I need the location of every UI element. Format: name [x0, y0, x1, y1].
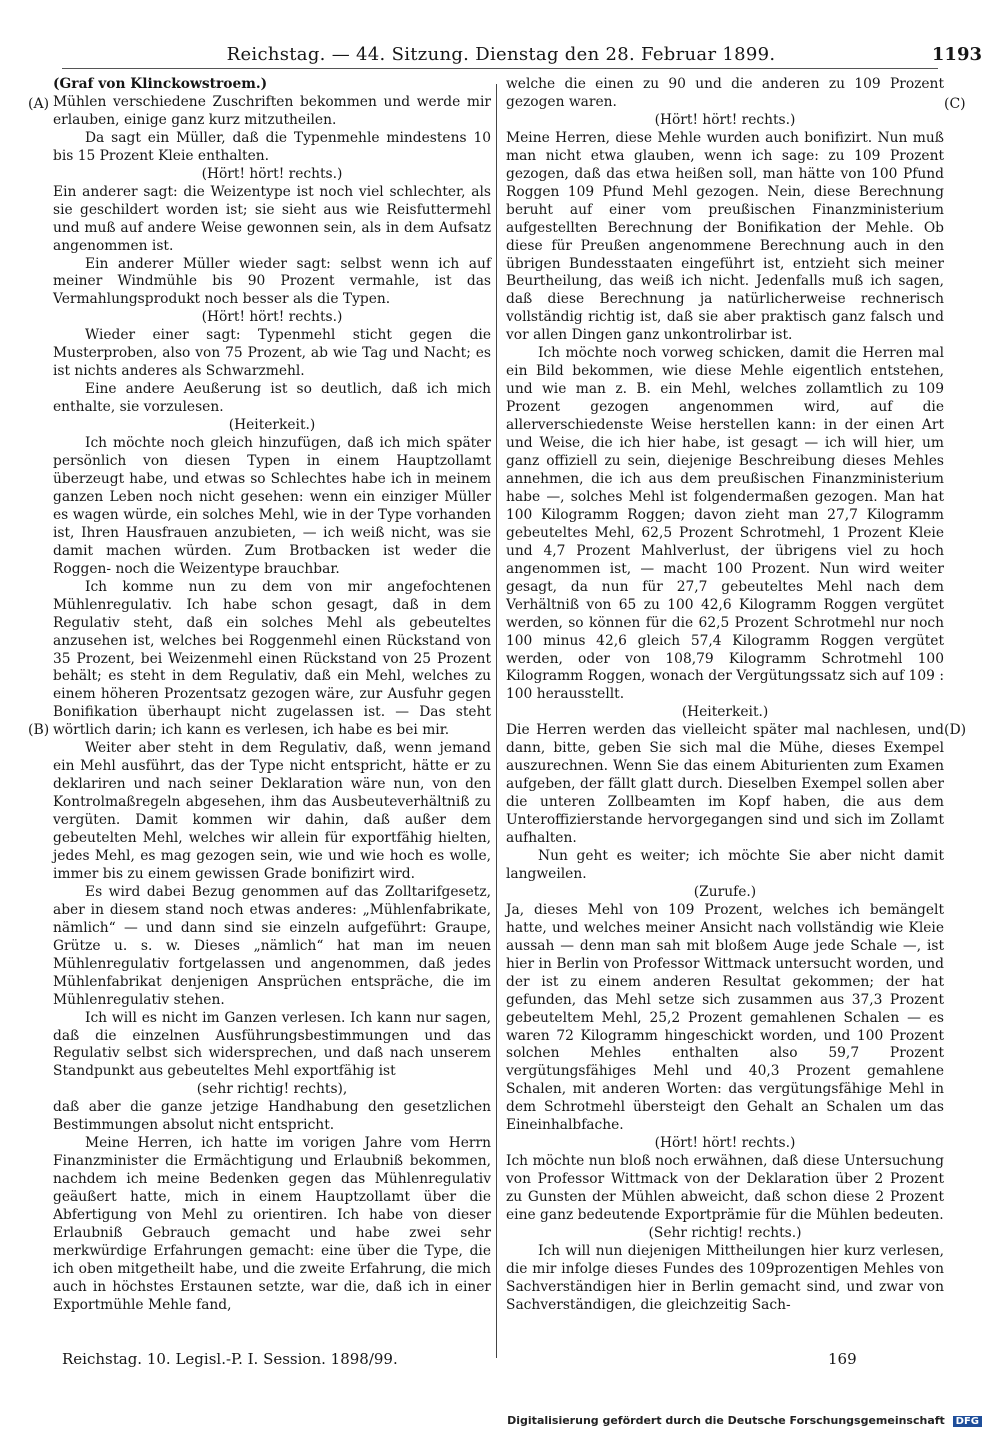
paragraph: Ich will es nicht im Ganzen verlesen. Ich kann nur sagen, daß die einzelnen Ausführungsbestimmungen und das Regulativ selbst sich widersprechen, und daß nach unserem Standpunkt aus gebeuteltes Mehl exportfähig ist: [53, 1009, 491, 1080]
funding-note: [507, 1414, 982, 1427]
interjection: (Hört! hört! rechts.): [201, 165, 343, 182]
interjection: (Hört! hört! rechts.): [201, 309, 343, 326]
paragraph: Eine andere Aeußerung ist so deutlich, daß ich mich enthalte, sie vorzulesen.: [53, 381, 491, 416]
interjection: (Hört! hört! rechts.): [654, 111, 796, 128]
margin-mark-a: (A): [28, 96, 50, 112]
interjection: (sehr richtig! rechts),: [196, 1081, 348, 1098]
funding-note-text: Digitalisierung gefördert durch die Deutsche Forschungsgemeinschaft: [507, 1414, 945, 1427]
left-column: [53, 76, 491, 1315]
paragraph: Ich will nun diejenigen Mittheilungen hier kurz verlesen, die mir infolge dieses Fundes des 109prozentigen Mehles von Sachverständigen hier in Berlin gemacht sind, und zwar von Sachverständigen, die gleichzeitig Sach-: [506, 1242, 944, 1313]
paragraph: Die Herren werden das vielleicht später mal nachlesen, und dann, bitte, geben Sie sich mal die Mühe, dieses Exempel auszurechnen. Wenn Sie das einem Abiturienten zum Examen aufgeben, der fällt glatt durch. Dieselben Exempel sollen aber die unteren Zollbeamten im Kopf haben, die aus dem Unteroffizierstande hervorgegangen sind und sich im Zollamt aufhalten.: [506, 722, 944, 847]
paragraph: Ich möchte noch gleich hinzufügen, daß ich mich später persönlich von diesen Typen in einem Hauptzollamt überzeugt habe, und etwas so Schlechtes habe ich in meinem ganzen Leben noch nicht gesehen: wenn ein einziger Müller es wagen würde, ein solches Mehl, wie in der Type vorhanden ist, Ihren Hausfrauen anzubieten, — ich weiß nicht, was sie damit machen würden. Zum Brotbacken ist weder die Roggen- noch die Weizentype brauchbar.: [53, 435, 491, 577]
paragraph: Ich möchte noch vorweg schicken, damit die Herren mal ein Bild bekommen, wie diese Mehle eigentlich entstehen, und wie man z. B. ein Mehl, welches zollamtlich zu 109 Prozent gezogen angenommen wird, auf die allerverschiedenste Weise herstellen kann: in der einen Art und Weise, die ich hier habe, ist gesagt — ich will hier, um ganz offiziell zu sein, diejenige Beschreibung dieses Mehles annehmen, die ich aus dem preußischen Finanzministerium habe —, solches Mehl ist folgendermaßen gezogen. Man hat 100 Kilogramm Roggen; davon zieht man 27,7 Kilogramm gebeuteltes Mehl, 62,5 Prozent Schrotmehl, 1 Prozent Kleie und 4,7 Prozent Mahlverlust, der übrigens viel zu hoch angenommen ist, — macht 100 Prozent. Nun wird weiter gesagt, da nun für 27,7 gebeuteltes Mehl nach dem Verhältniß von 65 zu 100 42,6 Kilogramm Roggen vergütet werden, so können für die 62,5 Prozent Schrotmehl nur noch 100 minus 42,6 gleich 57,4 Kilogramm Roggen vergütet werden, oder von 108,79 Kilogramm Schrotmehl 100 Kilogramm Roggen, wonach der Vergütungssatz sich auf 109 : 100 herausstellt.: [506, 345, 944, 703]
paragraph: Mühlen verschiedene Zuschriften bekommen und werde mir erlauben, einige ganz kurz mitzutheilen.: [53, 93, 491, 128]
interjection: (Hört! hört! rechts.): [654, 1135, 796, 1152]
paragraph: daß aber die ganze jetzige Handhabung den gesetzlichen Bestimmungen absolut nicht entspricht.: [53, 1099, 491, 1134]
interjection: (Sehr richtig! rechts.): [648, 1225, 802, 1241]
footer-sheet-number: 169: [828, 1350, 857, 1368]
right-column: [506, 76, 944, 1315]
paragraph: Es wird dabei Bezug genommen auf das Zolltarifgesetz, aber in diesem stand noch etwas anderes: „Mühlenfabrikate, nämlich“ — und dann sind sie einzeln aufgeführt: Graupe, Grütze u. s. w. Dieses „nämlich“ hat man im neuen Mühlenregulativ fortgelassen und angenommen, daß jedes Mühlenfabrikat denjenigen Ansprüchen entspräche, die im Mühlenregulativ stehen.: [53, 883, 491, 1008]
interjection: (Zurufe.): [693, 883, 757, 900]
paragraph: Weiter aber steht in dem Regulativ, daß, wenn jemand ein Mehl ausführt, das der Type nicht entspricht, hätte er zu deklariren und nach seiner Deklaration wäre nun, von den Kontrolmaßregeln abgesehen, ihm das Ausbeuteverhältniß zu vergüten. Damit kommen wir dahin, daß außer dem gebeutelten Mehl, welches wir allein für exportfähig hielten, jedes Mehl, es mag gezogen sein, wie und wie hoch es wolle, immer bis zu einem gewissen Grade bonifizirt wird.: [53, 740, 491, 882]
paragraph: Wieder einer sagt: Typenmehl sticht gegen die Musterproben, also von 75 Prozent, ab wie Tag und Nacht; es ist nichts anderes als Schwarzmehl.: [53, 327, 491, 380]
paragraph: Ich komme nun zu dem von mir angefochtenen Mühlenregulativ. Ich habe schon gesagt, daß in dem Regulativ steht, daß ein solches Mehl als gebeuteltes anzusehen ist, welches bei Roggenmehl einen Rückstand von 35 Prozent, bei Weizenmehl einen Rückstand von 25 Prozent behält; es steht in dem Regulativ, daß ein Mehl, welches zu einem höheren Prozentsatz gezogen wäre, zur Ausfuhr gegen Bonifikation überhaupt nicht zugelassen ist. — Das steht wörtlich darin; ich kann es verlesen, ich habe es bei mir.: [53, 578, 491, 739]
paragraph: welche die einen zu 90 und die anderen zu 109 Prozent gezogen waren.: [506, 76, 944, 110]
header-rule: [62, 68, 938, 69]
page-header: [20, 44, 982, 68]
paragraph: Ja, dieses Mehl von 109 Prozent, welches ich bemängelt hatte, und welches meiner Ansicht nach vollständig wie Kleie aussah — denn man sah mit bloßem Auge jede Schale —, ist hier in Berlin von Professor Wittmack untersucht worden, und der ist zu einem anderen Resultat gekommen; der hat gefunden, das Mehl setze sich zusammen aus 37,3 Prozent gebeuteltem Mehl, 25,2 Prozent gemahlenen Schalen — es waren 72 Kilogramm hingeschickt worden, und 100 Prozent solchen Mehles enthalten also 59,7 Prozent vergütungsfähiges Mehl und 40,3 Prozent gemahlene Schalen, mit anderen Worten: das vergütungsfähige Mehl in dem Schrotmehl übersteigt den Gehalt an Schalen um das Eineinhalbfache.: [506, 901, 944, 1134]
column-divider: [496, 84, 497, 1358]
footer-session: Reichstag. 10. Legisl.-P. I. Session. 1898/99.: [62, 1350, 398, 1368]
margin-mark-b: (B): [28, 722, 50, 738]
speaker-name: (Graf von Klinckowstroem.): [53, 76, 268, 92]
paragraph: Ich möchte nun bloß noch erwähnen, daß diese Untersuchung von Professor Wittmack von der Deklaration über 2 Prozent zu Gunsten der Mühlen abweicht, daß schon diese 2 Prozent eine ganz bedeutende Exportprämie für die Mühlen bedeuten.: [506, 1153, 944, 1224]
interjection: (Heiterkeit.): [681, 704, 769, 721]
paragraph: Nun geht es weiter; ich möchte Sie aber nicht damit langweilen.: [506, 847, 944, 882]
paragraph: Meine Herren, diese Mehle wurden auch bonifizirt. Nun muß man nicht etwa glauben, wenn ich sage: zu 109 Prozent gezogen, daß das etwa heißen soll, man hätte von 100 Pfund Roggen 109 Pfund Mehl gezogen. Nein, diese Berechnung beruht auf einer vom preußischen Finanzministerium aufgestellten Berechnung der Bonifikation der Mehle. Ob diese für Preußen angenommene Berechnung auch in den übrigen Bundesstaaten eingeführt ist, entzieht sich meiner Beurtheilung, das weiß ich nicht. Jedenfalls muß ich sagen, daß diese Berechnung ja natürlicherweise rechnerisch vollständig richtig ist, daß sie aber praktisch ganz falsch und vor allen Dingen ganz unkontrolirbar ist.: [506, 129, 944, 344]
paragraph: Ein anderer sagt: die Weizentype ist noch viel schlechter, als sie geschildert worden ist; sie sieht aus wie Reisfuttermehl und muß auf andere Weise gewonnen sein, als in dem Aufsatz angenommen ist.: [53, 183, 491, 254]
paragraph: Da sagt ein Müller, daß die Typenmehle mindestens 10 bis 15 Prozent Kleie enthalten.: [53, 129, 491, 164]
paragraph: Meine Herren, ich hatte im vorigen Jahre vom Herrn Finanzminister die Ermächtigung und Erlaubniß bekommen, nachdem ich meine Bedenken gegen das Mühlenregulativ geäußert hatte, mich in einem Hauptzollamt über die Abfertigung von Mehl zu orientiren. Ich habe von dieser Erlaubniß Gebrauch gemacht und habe zwei sehr merkwürdige Erfahrungen gemacht: eine über die Type, die ich oben mitgetheilt habe, und die zweite Erfahrung, die mich auch in höchstes Erstaunen setzte, war die, daß ich in einer Exportmühle Mehle fand,: [53, 1135, 491, 1313]
running-title: Reichstag. — 44. Sitzung. Dienstag den 28. Februar 1899.: [226, 44, 776, 65]
interjection: (Heiterkeit.): [228, 417, 316, 434]
dfg-logo-icon: DFG: [953, 1416, 982, 1427]
margin-mark-d: (D): [944, 722, 967, 738]
paragraph: Ein anderer Müller wieder sagt: selbst wenn ich auf meiner Windmühle bis 90 Prozent vermahle, ist das Vermahlungsprodukt noch besser als die Typen.: [53, 255, 491, 308]
margin-mark-c: (C): [944, 96, 966, 112]
page-number: 1193: [931, 44, 982, 65]
